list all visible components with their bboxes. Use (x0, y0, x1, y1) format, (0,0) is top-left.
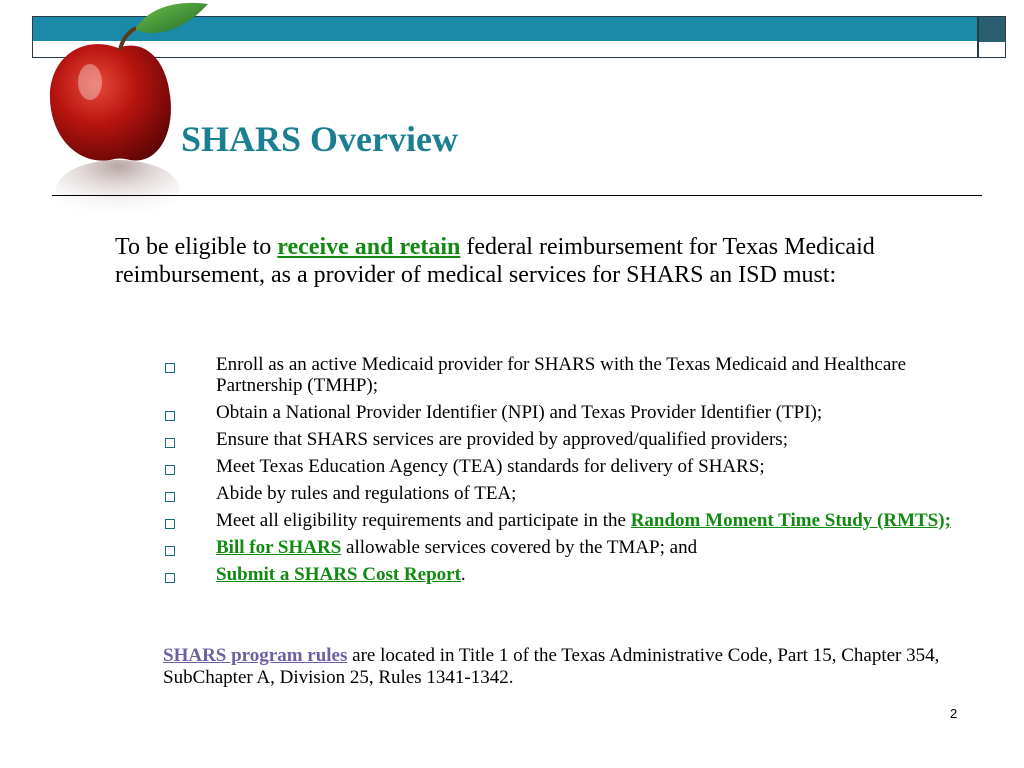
list-item-text: Enroll as an active Medicaid provider for SHARS with the Texas Medicaid and Healthcare Partnership (TMHP); (216, 354, 907, 396)
list-item (162, 564, 952, 585)
list-item (162, 429, 952, 450)
square-bullet-icon (165, 573, 175, 583)
program-rules-text: are located in Title 1 of the Texas Administrative Code, Part 15, Chapter 354, SubChapter A, Division 25, Rules 1341-1342. (163, 645, 940, 688)
intro-paragraph (115, 233, 975, 289)
list-item-text: Obtain a National Provider Identifier (NPI) and Texas Provider Identifier (TPI); (216, 402, 823, 423)
list-item-text: . (460, 564, 466, 585)
square-bullet-icon (165, 546, 175, 556)
receive-and-retain-link[interactable]: receive and retain (277, 234, 461, 260)
list-item (162, 402, 952, 423)
list-item (162, 456, 952, 477)
header-square-lower (978, 42, 1006, 58)
list-item-text: allowable services covered by the TMAP; and (341, 537, 698, 558)
rmts-link[interactable]: Random Moment Time Study (RMTS); (630, 510, 951, 531)
intro-text-after: federal reimbursement for Texas Medicaid reimbursement, as a provider of medical services for SHARS an ISD must: (115, 234, 875, 288)
submit-cost-report-link[interactable]: Submit a SHARS Cost Report (216, 564, 461, 585)
square-bullet-icon (165, 411, 175, 421)
square-bullet-icon (165, 492, 175, 502)
slide-title: SHARS Overview (181, 119, 458, 159)
shars-program-rules-link[interactable]: SHARS program rules (163, 645, 348, 666)
list-item-text: Ensure that SHARS services are provided by approved/qualified providers; (216, 429, 788, 450)
apple-icon (40, 0, 220, 220)
square-bullet-icon (165, 519, 175, 529)
page-number: 2 (950, 706, 958, 721)
list-item-text: Meet Texas Education Agency (TEA) standards for delivery of SHARS; (216, 456, 765, 477)
list-item-text: Abide by rules and regulations of TEA; (216, 483, 517, 504)
square-bullet-icon (165, 363, 175, 373)
intro-text-before: To be eligible to (115, 234, 278, 260)
program-rules-note (163, 645, 963, 689)
bill-for-shars-link[interactable]: Bill for SHARS (216, 537, 342, 558)
list-item-text: Meet all eligibility requirements and participate in the (216, 510, 631, 531)
list-item (162, 483, 952, 504)
requirements-list (162, 354, 952, 591)
square-bullet-icon (165, 438, 175, 448)
list-item (162, 537, 952, 558)
title-divider (52, 195, 982, 196)
header-square (978, 16, 1006, 44)
list-item (162, 510, 952, 531)
square-bullet-icon (165, 465, 175, 475)
list-item (162, 354, 952, 396)
